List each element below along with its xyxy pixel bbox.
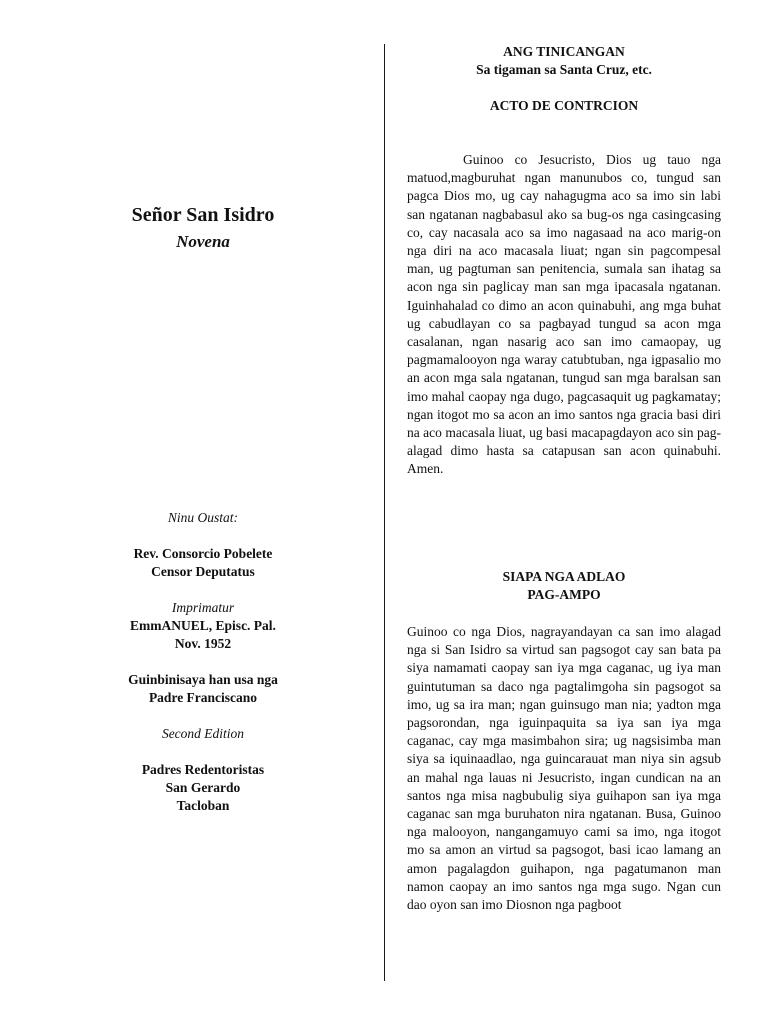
day1-heading-block [407,568,721,604]
publisher-line-1: Padres Redentoristas [141,762,265,777]
contrition-heading: ACTO DE CONTRCION [489,98,639,113]
publisher-line-3: Tacloban [176,798,230,813]
opening-heading-block [407,43,721,79]
book-title: Señor San Isidro [131,204,275,226]
opening-subheading: Sa tigaman sa Santa Cruz, etc. [476,62,652,77]
translation-line-2: Padre Franciscano [148,690,258,705]
imprimatur-date: Nov. 1952 [174,636,232,651]
contrition-heading-block [407,97,721,115]
edition-label: Second Edition [161,726,245,741]
contrition-paragraph: Guinoo co Jesucristo, Dios ug tauo nga matuod,magburuhat ngan manunubos co, tungud san pagca Dios mo, ug cay nahagugma aco sa imo sin labi san ngatanan nagbabasul ako sa bug-os nga casingcasing co, cay nacasala aco sa imo nagasaad na aco marig-on nga diri na aco macasala liuat; ngan sin pagcompesal man, ug pagtuman san penitencia, sumala san ihatag sa acon nga sin paglicay man san mga ipacasala ngatanan. Iguinhahalad co dimo an acon quinabuhi, ang mga buhat ug cabudlayan co sa pagbayad tungud sa acon mga casalanan, ngan nasarig aco san imo camaopay, ug pagmamalooyon nga waray catubtuban, nga igpasalio mo an acon mga sala ngatanan, tungud san mga baralsan san imo mahal caopay nga dugo, pagcasaquit ug pagkamatay; ngan itogot mo sa acon an imo santos nga gracia basi diri na aco macasala liuat, ug basi macapagdayon aco sin pag-alagad dimo hasta sa catapusan san acon quinabuhi. Amen. [407,152,721,477]
credits-block [40,509,366,815]
day1-heading: SIAPA NGA ADLAO [502,569,626,584]
imprimatur-label: Imprimatur [171,600,235,615]
translation-line-1: Guinbinisaya han usa nga [128,672,278,687]
censor-title: Censor Deputatus [151,564,255,579]
column-divider [384,44,385,981]
opening-heading: ANG TINICANGAN [503,44,625,59]
imprimatur-name: EmmANUEL, Episc. Pal. [130,618,276,633]
author-label: Ninu Oustat: [167,510,239,525]
day1-subheading: PAG-AMPO [527,587,601,602]
publisher-line-2: San Gerardo [165,780,241,795]
censor-name: Rev. Consorcio Pobelete [133,546,273,561]
contrition-body [407,151,721,479]
day1-body [407,623,721,914]
day1-paragraph: Guinoo co nga Dios, nagrayandayan ca san imo alagad nga si San Isidro sa virtud san pagsogot cay san bata pa siya namamati caopay san iya mga caganac, ug iya man guintutuman sa daco nga pagtalimgoha sin pagsogot sa imo, ug sa ira man; ngan guinsugo man nia; yadton mga pagsorondan, nga iguinpaquita sa iya san iya mga caganac, cay mga masimbahon sira; ug nagsisimba man siya sa iquinaadlao, nga guincarauat man niya sin agsub an mahal nga lauas ni Jesucristo, ingan cundican na an santos nga misa nagbubulig siya guihapon san iya mga caganac san mga buruhaton nira ngatanan. Busa, Guinoo nga malooyon, nangangamuyo cami sa imo, nga itogot mo sa amon an virtud sa pagsogot, basi icao lamang an amon pagalagdon guihapon, nga pagatumanon man namon caopay an imo santos nga mga sugo. Ngan cun dao oyon san imo Diosnon nga pagboot [407,624,721,913]
book-subtitle: Novena [176,232,230,251]
